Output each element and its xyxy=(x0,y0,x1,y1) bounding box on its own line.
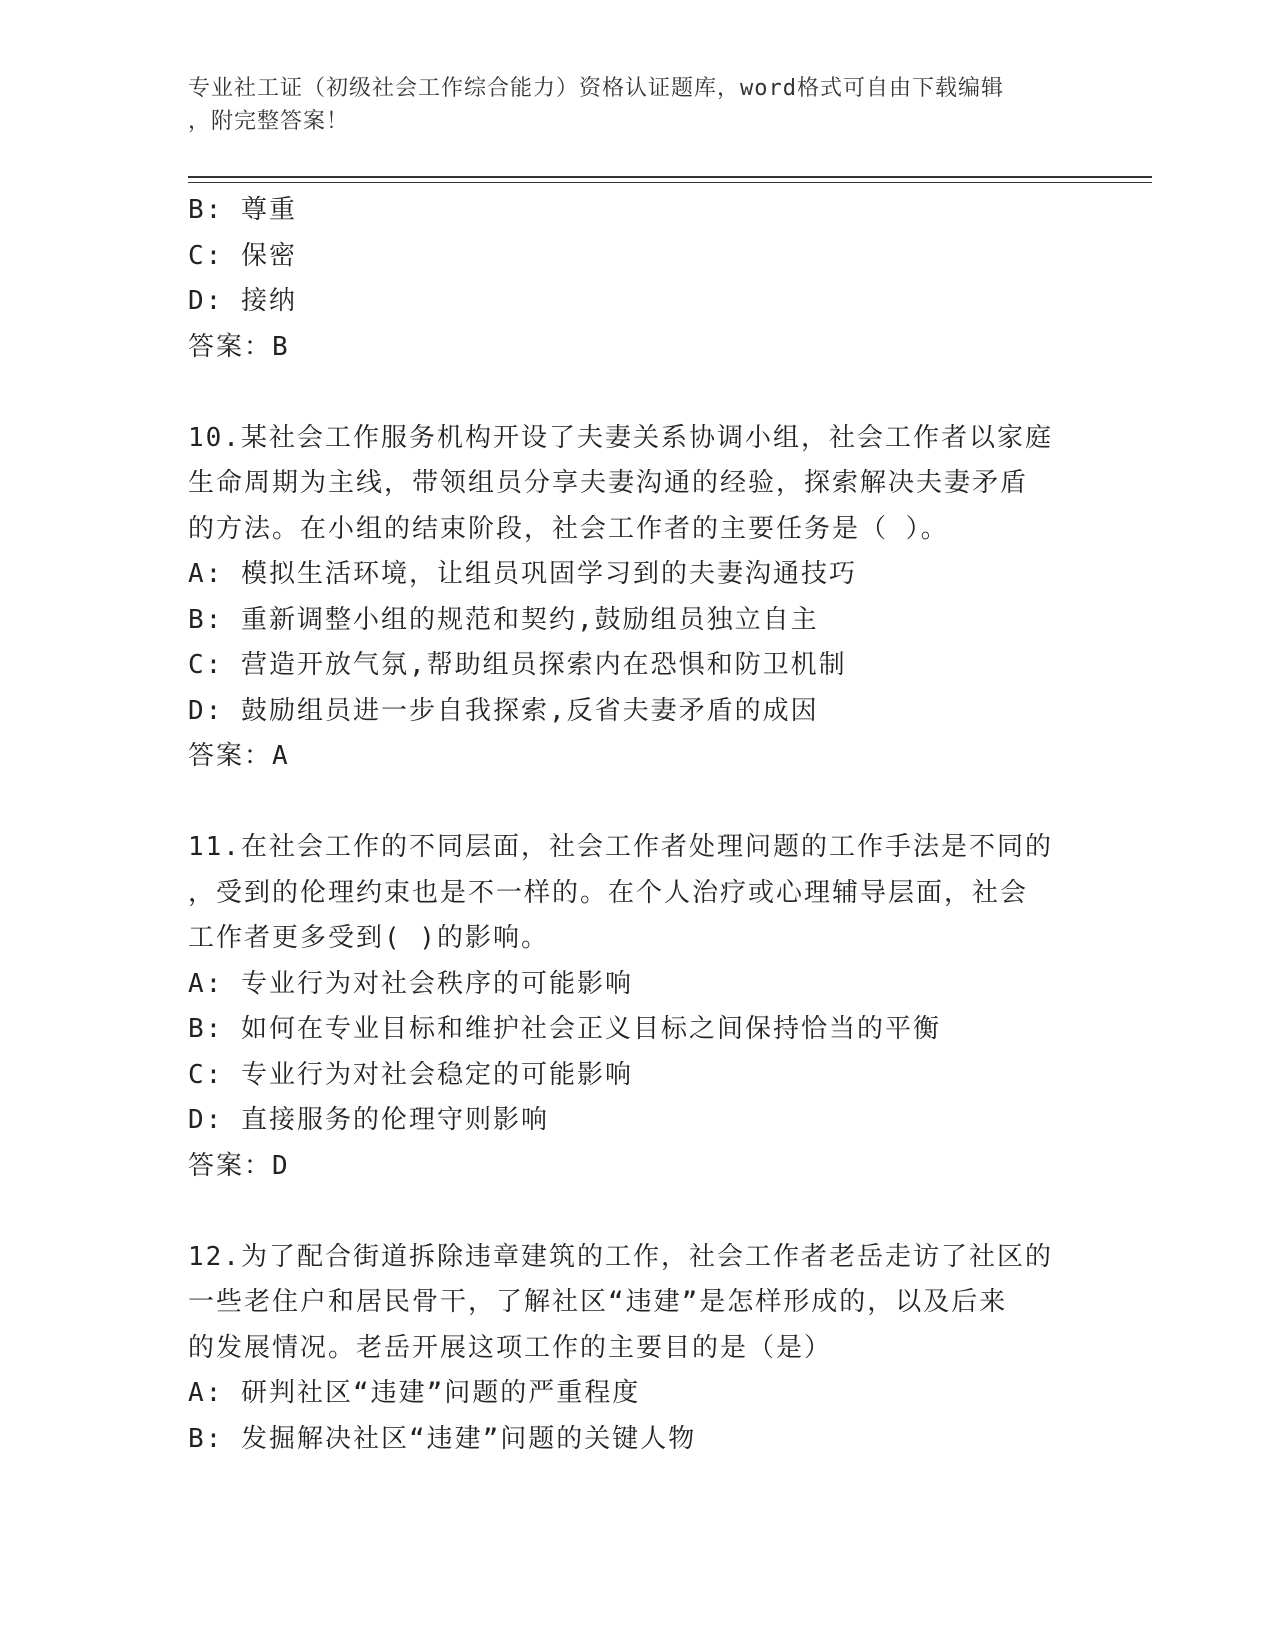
option-c: C: 营造开放气氛,帮助组员探索内在恐惧和防卫机制 xyxy=(188,650,847,680)
option-d: D: 鼓励组员进一步自我探索,反省夫妻矛盾的成因 xyxy=(188,695,819,726)
header-line-1: 专业社工证（初级社会工作综合能力）资格认证题库，word格式可自由下载编辑 xyxy=(188,76,1004,101)
question-text-line: 12.为了配合街道拆除违章建筑的工作，社会工作者老岳走访了社区的 xyxy=(188,1241,1053,1272)
question-text-line: 10.某社会工作服务机构开设了夫妻关系协调小组，社会工作者以家庭 xyxy=(188,422,1053,453)
spacer xyxy=(188,370,1088,416)
question-9-tail xyxy=(188,188,1088,370)
question-text-line: 的方法。在小组的结束阶段，社会工作者的主要任务是（ ）。 xyxy=(188,513,949,544)
option-a: A: 专业行为对社会秩序的可能影响 xyxy=(188,968,633,999)
header-divider-thick xyxy=(188,176,1152,178)
answer: 答案：B xyxy=(188,331,290,362)
document-header xyxy=(188,72,1088,138)
option-d: D: 直接服务的伦理守则影响 xyxy=(188,1105,549,1135)
option-c: C: 专业行为对社会稳定的可能影响 xyxy=(188,1059,633,1090)
answer: 答案：A xyxy=(188,741,290,771)
question-text-line: 11.在社会工作的不同层面，社会工作者处理问题的工作手法是不同的 xyxy=(188,832,1053,862)
question-text-line: 一些老住户和居民骨干，了解社区“违建”是怎样形成的，以及后来 xyxy=(188,1287,1008,1317)
question-12 xyxy=(188,1235,1088,1463)
option-a: A: 研判社区“违建”问题的严重程度 xyxy=(188,1378,641,1408)
option-d: D: 接纳 xyxy=(188,286,297,316)
question-11 xyxy=(188,825,1088,1189)
option-b: B: 发掘解决社区“违建”问题的关键人物 xyxy=(188,1423,697,1454)
spacer xyxy=(188,780,1088,826)
spacer xyxy=(188,1189,1088,1235)
option-a: A: 模拟生活环境，让组员巩固学习到的夫妻沟通技巧 xyxy=(188,559,857,589)
question-text-line: 的发展情况。老岳开展这项工作的主要目的是（是） xyxy=(188,1332,833,1363)
document-body xyxy=(188,188,1088,1462)
option-b: B: 重新调整小组的规范和契约,鼓励组员独立自主 xyxy=(188,604,819,635)
question-text-line: ，受到的伦理约束也是不一样的。在个人治疗或心理辅导层面，社会 xyxy=(188,877,1029,908)
option-b: B: 尊重 xyxy=(188,195,297,225)
question-10 xyxy=(188,416,1088,780)
header-line-2: ，附完整答案！ xyxy=(188,109,350,134)
question-text-line: 生命周期为主线，带领组员分享夫妻沟通的经验，探索解决夫妻矛盾 xyxy=(188,468,1029,498)
answer: 答案：D xyxy=(188,1150,290,1181)
option-c: C: 保密 xyxy=(188,240,297,271)
question-text-line: 工作者更多受到( )的影响。 xyxy=(188,923,549,953)
header-divider-thin xyxy=(188,182,1152,183)
option-b: B: 如何在专业目标和维护社会正义目标之间保持恰当的平衡 xyxy=(188,1014,941,1044)
